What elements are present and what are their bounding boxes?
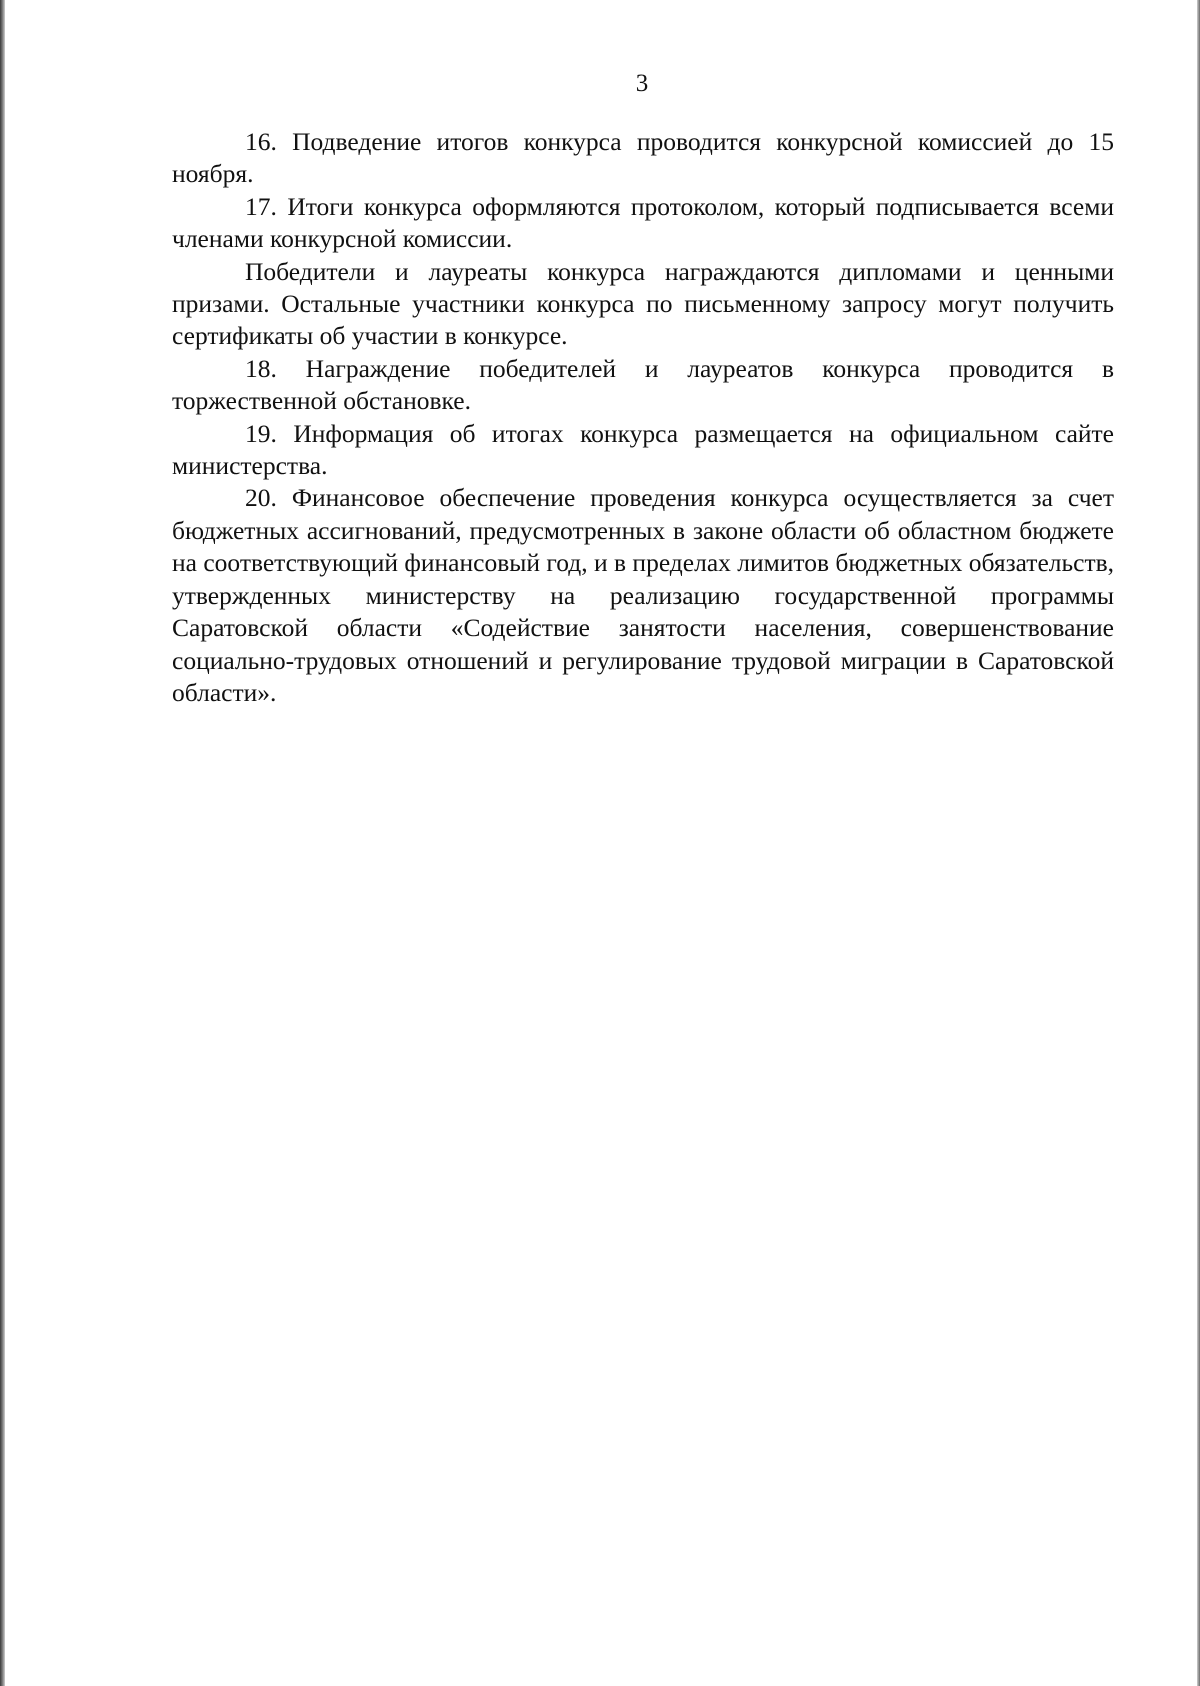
paragraph-item-20: 20. Финансовое обеспечение проведения конкурса осуществляется за счет бюджетных ассигнований, предусмотренных в законе области об областном бюджете на соответствующий финансовый год, и в пределах лимитов бюджетных обязательств, утвержденных министерству на реализацию государственной программы Саратовской области «Содействие занятости населения, совершенствование социально-трудовых отношений и регулирование трудовой миграции в Саратовской области». [172, 483, 1114, 707]
paragraph-item-17: 17. Итоги конкурса оформляются протоколом, который подписывается всеми членами конкурсной комиссии. [172, 191, 1114, 254]
document-body [172, 126, 1114, 709]
paragraph-item-16: 16. Подведение итогов конкурса проводится конкурсной комиссией до 15 ноября. [172, 127, 1114, 189]
paragraph-winners: Победители и лауреаты конкурса награждаются дипломами и ценными призами. Остальные участники конкурса по письменному запросу могут получить сертификаты об участии в конкурсе. [172, 256, 1114, 351]
paragraph-item-18: 18. Награждение победителей и лауреатов конкурса проводится в торжественной обстановке. [172, 353, 1114, 416]
scan-border-left [0, 0, 5, 1686]
paragraph-item-19: 19. Информация об итогах конкурса размещается на официальном сайте министерства. [172, 418, 1114, 481]
page-number: 3 [635, 70, 649, 97]
